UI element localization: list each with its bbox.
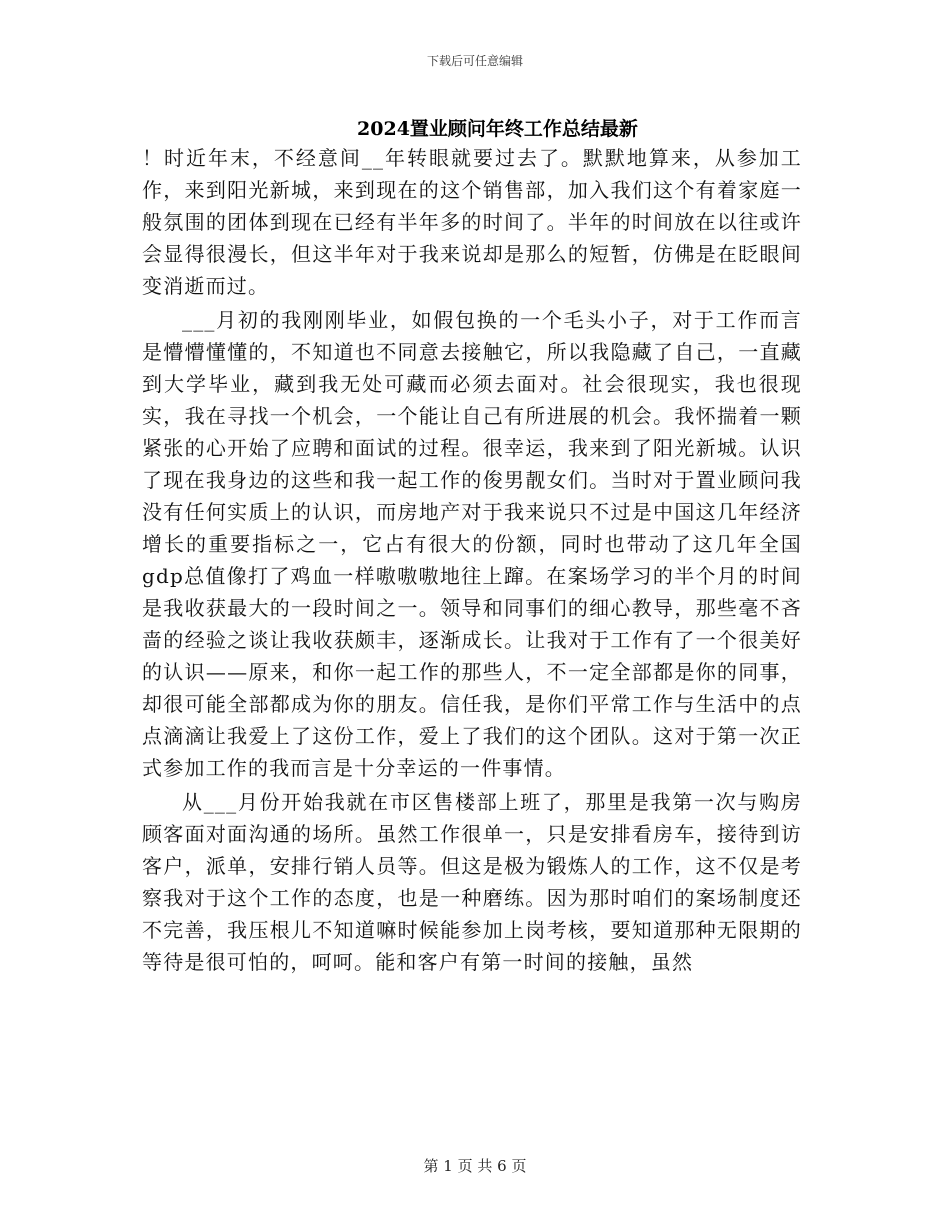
document-title: 2024置业顾问年终工作总结最新: [357, 118, 638, 140]
document-body: [142, 142, 802, 980]
paragraph: ！时近年末，不经意间__年转眼就要过去了。默默地算来，从参加工作，来到阳光新城，来到现在的这个销售部，加入我们这个有着家庭一般氛围的团体到现在已经有半年多的时间了。半年的时间放在以往或许会显得很漫长，但这半年对于我来说却是那么的短暂，仿佛是在眨眼间变消逝而过。: [142, 146, 802, 298]
header-note: 下载后可任意编辑: [426, 54, 523, 68]
paragraph: ___月初的我刚刚毕业，如假包换的一个毛头小子，对于工作而言是懵懵懂懂的，不知道也不同意去接触它，所以我隐藏了自己，一直藏到大学毕业，藏到我无处可藏而必须去面对。社会很现实，我也很现实，我在寻找一个机会，一个能让自己有所进展的机会。我怀揣着一颗紧张的心开始了应聘和面试的过程。很幸运，我来到了阳光新城。认识了现在我身边的这些和我一起工作的俊男靓女们。当时对于置业顾问我没有任何实质上的认识，而房地产对于我来说只不过是中国这几年经济增长的重要指标之一，它占有很大的份额，同时也带动了这几年全国gdp总值像打了鸡血一样嗷嗷嗷地往上蹿。在案场学习的半个月的时间是我收获最大的一段时间之一。领导和同事们的细心教导，那些毫不吝啬的经验之谈让我收获颇丰，逐渐成长。让我对于工作有了一个很美好的认识——原来，和你一起工作的那些人，不一定全部都是你的同事，却很可能全部都成为你的朋友。信任我，是你们平常工作与生活中的点点滴滴让我爱上了这份工作，爱上了我们的这个团队。这对于第一次正式参加工作的我而言是十分幸运的一件事情。: [142, 308, 802, 780]
paragraph: 从___月份开始我就在市区售楼部上班了，那里是我第一次与购房顾客面对面沟通的场所。虽然工作很单一，只是安排看房车，接待到访客户，派单，安排行销人员等。但这是极为锻炼人的工作，这不仅是考察我对于这个工作的态度，也是一种磨练。因为那时咱们的案场制度还不完善，我压根儿不知道嘛时候能参加上岗考核，要知道那种无限期的等待是很可怕的，呵呵。能和客户有第一时间的接触，虽然: [142, 790, 802, 974]
page-number: 第 1 页 共 6 页: [423, 1157, 527, 1175]
